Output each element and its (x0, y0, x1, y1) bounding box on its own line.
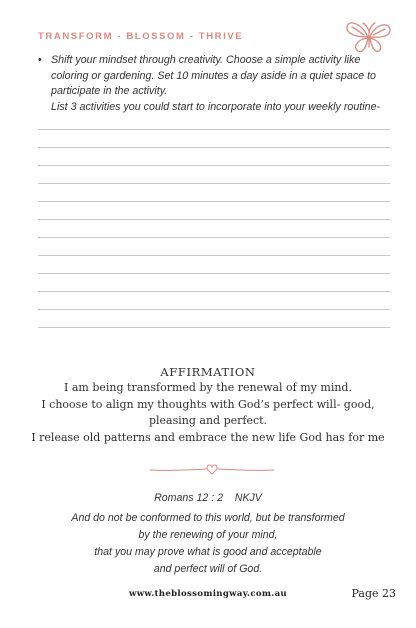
heart-divider (148, 462, 276, 476)
writing-line[interactable] (38, 183, 390, 184)
writing-line[interactable] (38, 237, 390, 238)
writing-line[interactable] (38, 273, 390, 274)
writing-line[interactable] (38, 147, 390, 148)
scripture-line: and perfect will of God. (153, 563, 263, 575)
butterfly-icon (344, 17, 394, 55)
affirmation-title: AFFIRMATION (160, 365, 256, 379)
heart-icon (207, 465, 217, 474)
writing-line[interactable] (38, 201, 390, 202)
writing-line[interactable] (38, 291, 390, 292)
affirmation-line: I choose to align my thoughts with God’s perfect will- good, (41, 397, 375, 411)
bullet-icon: • (38, 54, 42, 66)
page-number: Page 23 (351, 587, 396, 600)
prompt-block (38, 53, 390, 115)
prompt-task: List 3 activities you could start to incorporate into your weekly routine- (51, 100, 381, 113)
writing-line[interactable] (38, 219, 390, 220)
footer-url[interactable]: www.theblossomingway.com.au (129, 589, 287, 599)
writing-line[interactable] (38, 165, 390, 166)
prompt-line: participate in the activity. (51, 85, 168, 98)
prompt-line: coloring or gardening. Set 10 minutes a day aside in a quiet space to (51, 69, 376, 82)
affirmation-line: I am being transformed by the renewal of my mind. (64, 381, 352, 394)
writing-line[interactable] (38, 255, 390, 256)
writing-line[interactable] (38, 327, 390, 328)
writing-line[interactable] (38, 129, 390, 130)
writing-line[interactable] (38, 309, 390, 310)
affirmation-text (0, 380, 416, 446)
affirmation-line: I release old patterns and embrace the new life God has for me (31, 430, 385, 444)
scripture-line: And do not be conformed to this world, but be transformed (71, 512, 345, 524)
scripture-line: by the renewing of your mind, (138, 529, 278, 541)
scripture-reference: Romans 12 : 2 NKJV (154, 492, 262, 504)
scripture-line: that you may prove what is good and acceptable (94, 546, 322, 558)
scripture-block (0, 490, 416, 578)
header-title: TRANSFORM - BLOSSOM - THRIVE (38, 31, 244, 42)
affirmation-line: pleasing and perfect. (148, 414, 268, 427)
prompt-line: Shift your mindset through creativity. Choose a simple activity like (51, 54, 361, 66)
